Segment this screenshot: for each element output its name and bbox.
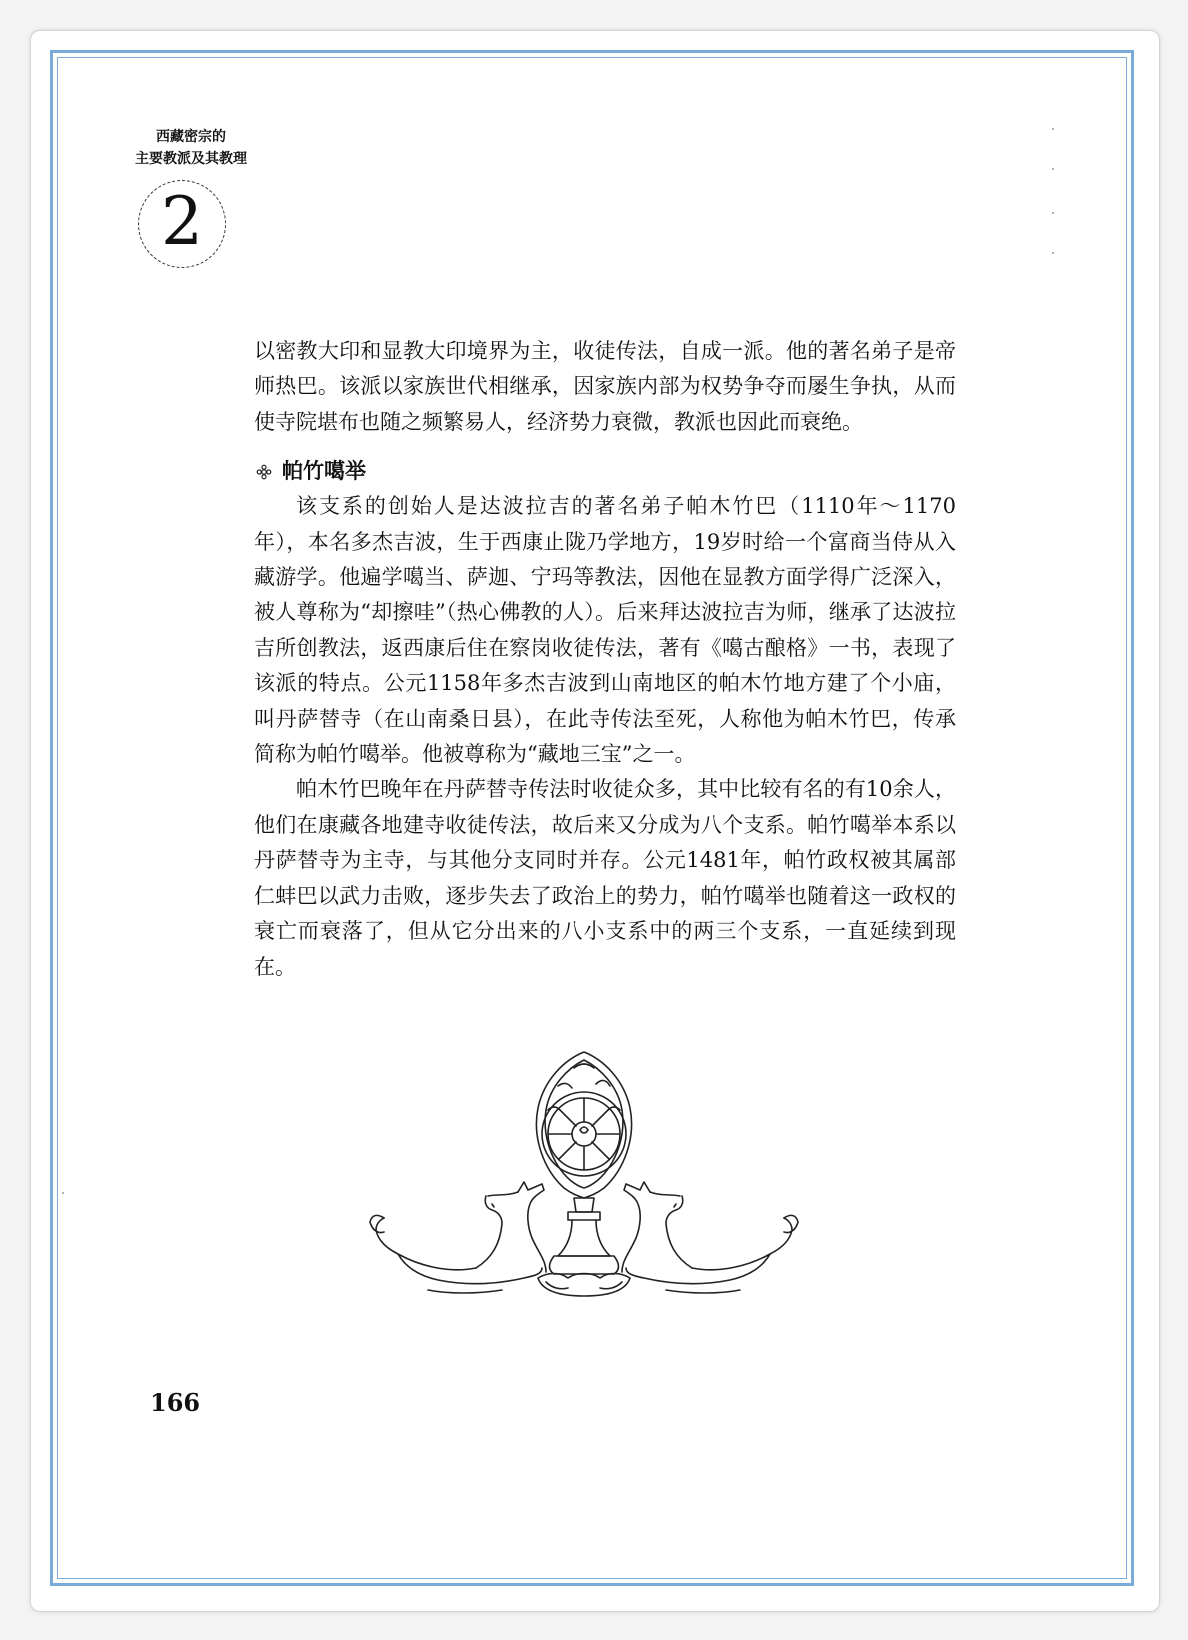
section-heading <box>254 454 956 489</box>
paragraph-1: 该支系的创始人是达波拉吉的著名弟子帕木竹巴（1110年～1170年），本名多杰吉波，生于西康止陇乃学地方，19岁时给一个富商当侍从入藏游学。他遍学噶当、萨迦、宁玛等教法，因他在显教方面学得广泛深入，被人尊称为“却擦哇”（热心佛教的人）。后来拜达波拉吉为师，继承了达波拉吉所创教法，返西康后住在察岗收徒传法，著有《噶古酿格》一书，表现了该派的特点。公元1158年多杰吉波到山南地区的帕木竹地方建了个小庙，叫丹萨替寺（在山南桑日县），在此寺传法至死，人称他为帕木竹巴，传承简称为帕竹噶举。他被尊称为“藏地三宝”之一。 <box>254 494 956 767</box>
chapter-badge <box>138 180 226 268</box>
body-text <box>254 334 956 985</box>
page-number: 166 <box>150 1388 201 1417</box>
flower-bullet-icon <box>256 464 272 480</box>
running-head-line2: 主要教派及其教理 <box>135 151 247 167</box>
running-head <box>120 126 262 170</box>
section-title: 帕竹噶举 <box>282 459 366 484</box>
scan-speck <box>1052 252 1054 254</box>
paragraph-2: 帕木竹巴晚年在丹萨替寺传法时收徒众多，其中比较有名的有10余人，他们在康藏各地建寺收徒传法，故后来又分成为八个支系。帕竹噶举本系以丹萨替寺为主寺，与其他分支同时并存。公元1481年，帕竹政权被其属部仁蚌巴以武力击败，逐步失去了政治上的势力，帕竹噶举也随着这一政权的衰亡而衰落了，但从它分出来的八小支系中的两三个支系，一直延续到现在。 <box>254 777 956 979</box>
running-head-line1: 西藏密宗的 <box>156 129 226 145</box>
chapter-number: 2 <box>161 183 203 260</box>
scan-speck <box>1052 168 1054 170</box>
dharma-wheel-deer-emblem <box>368 1046 800 1326</box>
scan-speck <box>1052 128 1054 130</box>
paragraph-continued: 以密教大印和显教大印境界为主，收徒传法，自成一派。他的著名弟子是帝师热巴。该派以家族世代相继承，因家族内部为权势争夺而屡生争执，从而使寺院堪布也随之频繁易人，经济势力衰微，教派也因此而衰绝。 <box>254 339 956 434</box>
scan-speck <box>62 1192 64 1194</box>
scan-speck <box>1052 212 1054 214</box>
